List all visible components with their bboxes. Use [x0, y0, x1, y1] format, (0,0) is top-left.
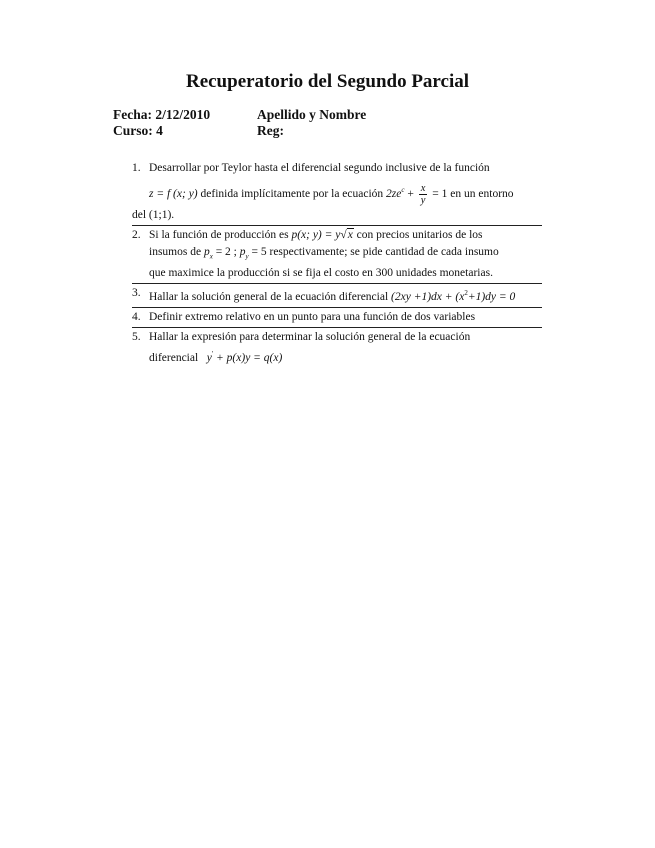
- question-text: definida implícitamente por la ecuación: [200, 187, 384, 200]
- math-operator: +: [407, 187, 414, 200]
- math-subscript: y: [245, 252, 249, 261]
- question-2: [132, 227, 542, 284]
- math-expression: 2ze: [386, 187, 402, 200]
- math-expression: p: [239, 245, 246, 258]
- fecha-label: Fecha: 2/12/2010: [113, 107, 211, 122]
- question-text: Si la función de producción es: [149, 228, 289, 241]
- question-text: con precios unitarios de los: [356, 228, 483, 241]
- sqrt-radicand: x: [347, 228, 353, 241]
- question-list: [132, 160, 542, 369]
- math-superscript: c: [401, 186, 405, 194]
- question-number: 2.: [132, 228, 141, 241]
- math-expression: = 2 ;: [215, 245, 237, 258]
- fraction-denominator: y: [420, 194, 426, 206]
- fraction-numerator: x: [420, 182, 426, 194]
- question-text: respectivamente; se pide cantidad de cada insumo: [269, 245, 499, 258]
- fraction: [419, 183, 428, 206]
- reg-label: Reg:: [257, 123, 284, 138]
- math-expression: (2xy +1)dx + (x: [391, 290, 465, 303]
- question-number: 3.: [132, 287, 141, 300]
- math-expression: p(x; y) = y: [291, 228, 341, 241]
- question-text: que maximice la producción si se fija el costo en 300 unidades monetarias.: [149, 267, 493, 280]
- math-expression: p: [203, 245, 210, 258]
- apellido-nombre-label: Apellido y Nombre: [257, 107, 367, 122]
- math-expression: z = f (x; y): [149, 187, 198, 200]
- math-expression: +1)dy = 0: [467, 290, 516, 303]
- question-text: Definir extremo relativo en un punto para una función de dos variables: [149, 310, 476, 323]
- question-text: diferencial: [149, 351, 199, 364]
- math-expression: + p(x)y = q(x): [216, 351, 283, 364]
- question-text: del (1;1).: [132, 208, 175, 221]
- question-text: Desarrollar por Teylor hasta el diferencial segundo inclusive de la función: [149, 162, 490, 174]
- math-superscript: ': [211, 349, 214, 358]
- math-expression: = 1: [432, 187, 448, 200]
- question-text: Hallar la solución general de la ecuación diferencial: [149, 290, 389, 303]
- document-title: Recuperatorio del Segundo Parcial: [185, 71, 470, 92]
- question-number: 1.: [132, 162, 141, 174]
- question-number: 4.: [132, 310, 141, 323]
- question-text: en un entorno: [450, 187, 514, 200]
- question-text: Hallar la expresión para determinar la solución general de la ecuación: [149, 330, 471, 343]
- math-subscript: x: [209, 252, 213, 261]
- math-expression: y: [206, 351, 212, 364]
- curso-label: Curso: 4: [113, 123, 163, 138]
- sqrt-symbol: √: [340, 228, 347, 241]
- question-number: 5.: [132, 330, 141, 343]
- question-1: [132, 160, 542, 226]
- question-text: insumos de: [149, 245, 202, 258]
- math-expression: = 5: [251, 245, 267, 258]
- math-superscript: 2: [464, 289, 468, 298]
- question-3: [132, 285, 542, 308]
- question-4: [132, 309, 542, 328]
- question-5: [132, 329, 542, 368]
